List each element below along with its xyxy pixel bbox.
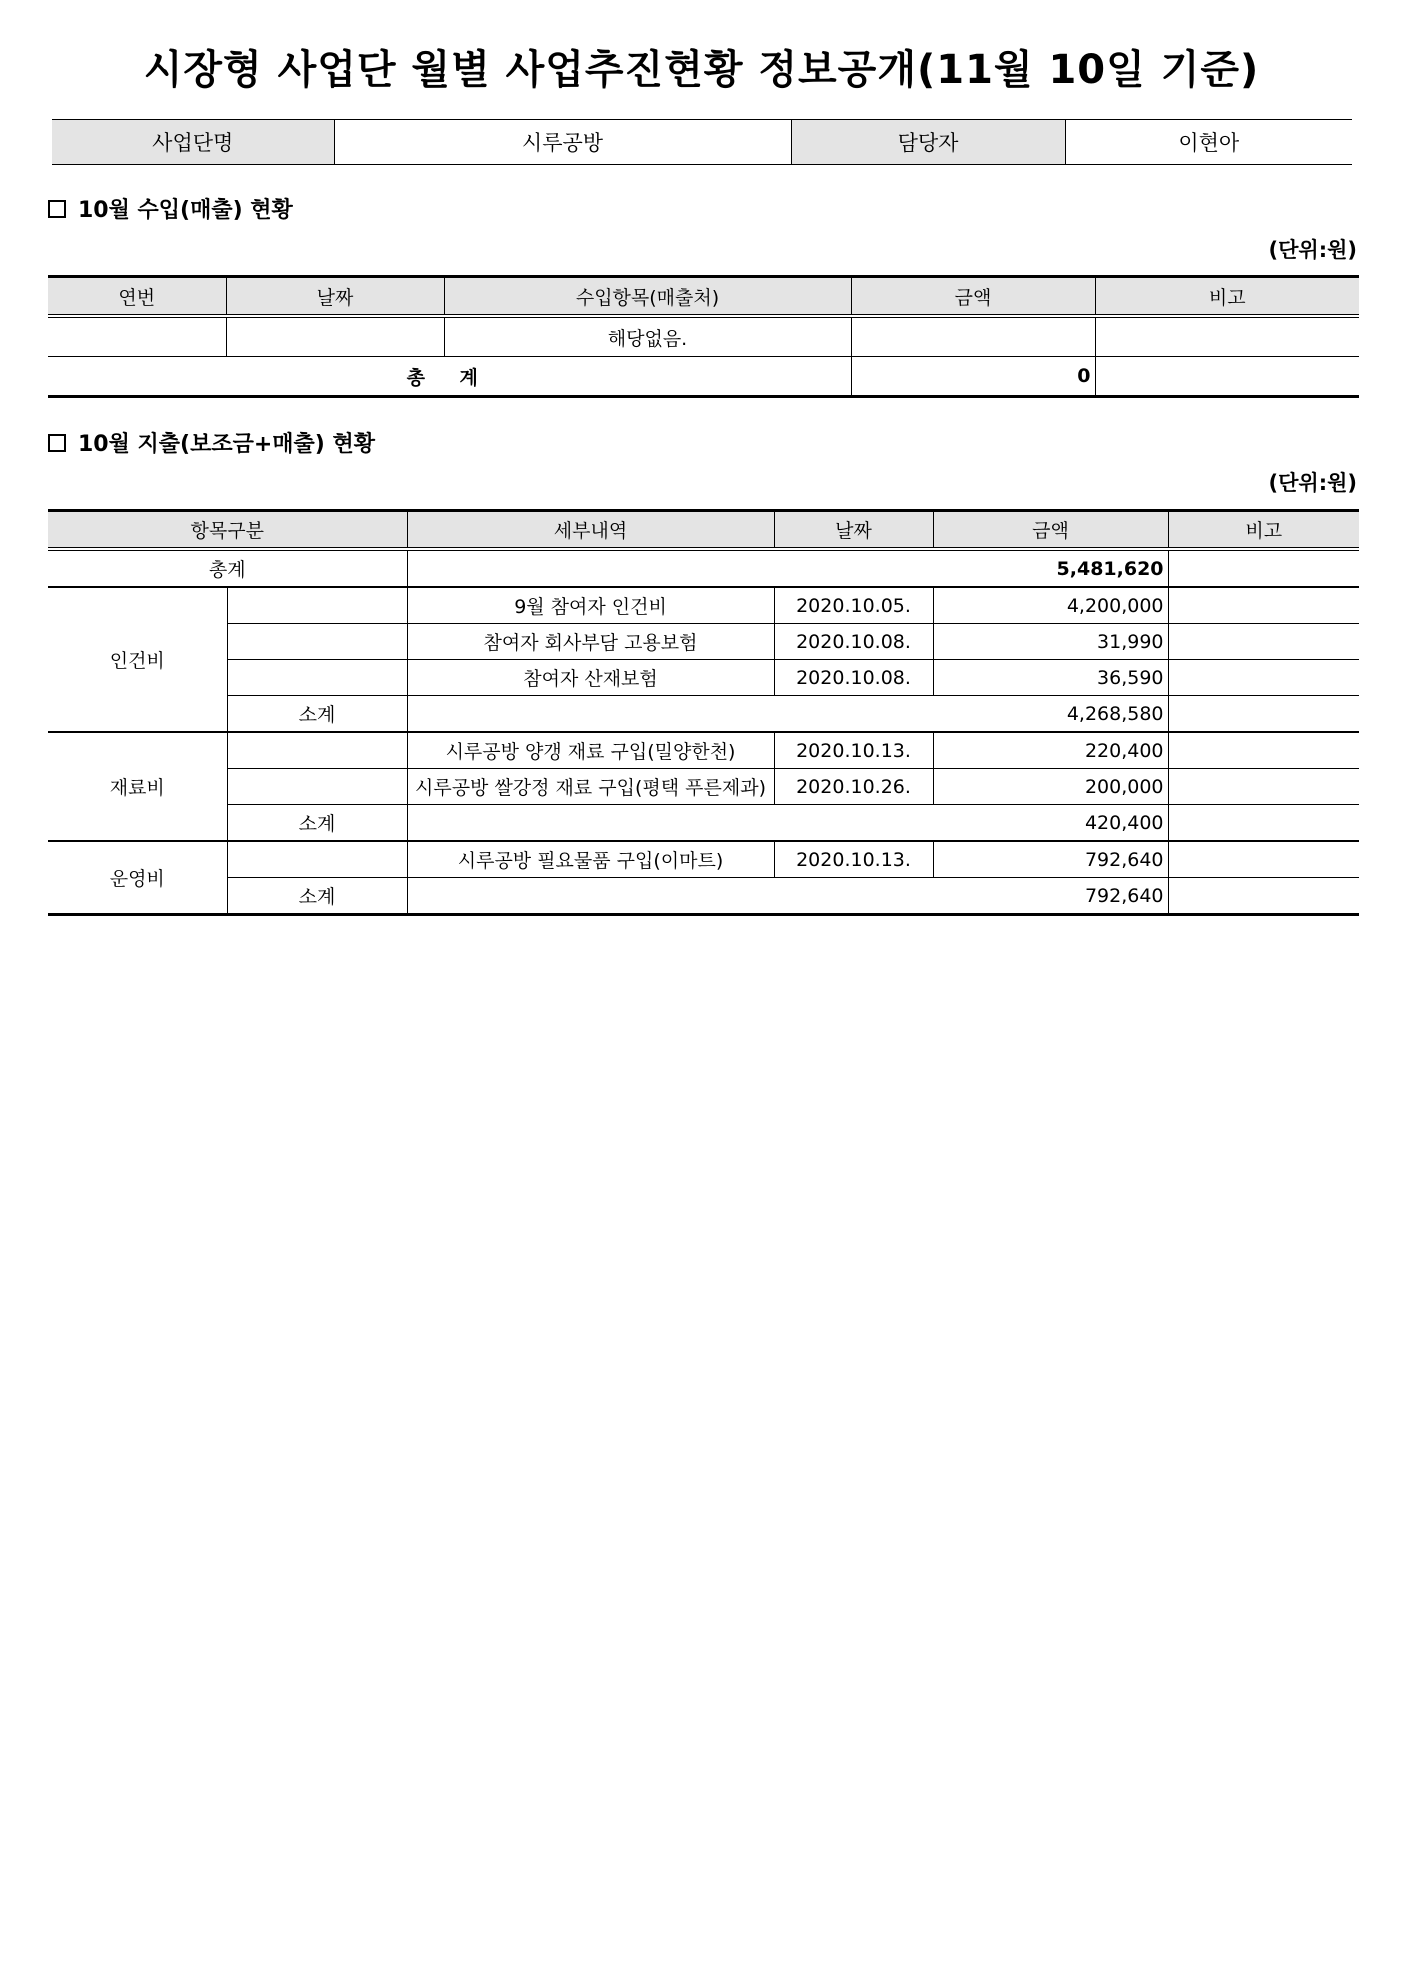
note-cell: [1168, 624, 1359, 660]
note-cell: [1168, 732, 1359, 769]
expense-total-row: [48, 549, 1359, 587]
subtotal-label: 소계: [227, 696, 407, 733]
expense-header-amount: 금액: [933, 511, 1168, 550]
income-unit-label: (단위:원): [1268, 238, 1357, 262]
note-cell: [1168, 878, 1359, 915]
income-total-note: [1095, 357, 1359, 397]
amount-cell: 200,000: [933, 769, 1168, 805]
income-table: [48, 275, 1359, 398]
income-total-row: [48, 357, 1359, 397]
note-cell: [1168, 769, 1359, 805]
subtotal-amount: 792,640: [407, 878, 1168, 915]
category-cell-operations: 운영비: [48, 841, 227, 915]
detail-cell: 참여자 산재보험: [407, 660, 774, 696]
subtotal-amount: 420,400: [407, 805, 1168, 842]
income-header-row: [48, 277, 1359, 317]
expense-header-category: 항목구분: [48, 511, 407, 550]
expense-total-label: 총계: [48, 549, 407, 587]
income-date-cell: [226, 316, 444, 357]
expense-unit-label: (단위:원): [1268, 471, 1357, 495]
date-cell: 2020.10.26.: [774, 769, 933, 805]
income-heading-text: 10월 수입(매출) 현황: [78, 198, 293, 223]
detail-cell: 시루공방 필요물품 구입(이마트): [407, 841, 774, 878]
business-name-value: 시루공방: [334, 120, 791, 165]
sub-category-cell: [227, 587, 407, 624]
expense-table: [48, 509, 1359, 916]
category-cell-labor: 인건비: [48, 587, 227, 732]
page-title: 시장형 사업단 월별 사업추진현황 정보공개(11월 10일 기준): [143, 47, 1260, 93]
date-cell: 2020.10.13.: [774, 841, 933, 878]
expense-section-heading: [48, 427, 375, 458]
amount-cell: 31,990: [933, 624, 1168, 660]
detail-cell: 시루공방 양갱 재료 구입(밀양한천): [407, 732, 774, 769]
table-row: [48, 841, 1359, 878]
note-cell: [1168, 841, 1359, 878]
expense-total-amount: 5,481,620: [407, 549, 1168, 587]
table-row: [48, 624, 1359, 660]
table-row: [48, 660, 1359, 696]
income-header-amount: 금액: [851, 277, 1095, 317]
amount-cell: 792,640: [933, 841, 1168, 878]
date-cell: 2020.10.13.: [774, 732, 933, 769]
detail-cell: 시루공방 쌀강정 재료 구입(평택 푸른제과): [407, 769, 774, 805]
note-cell: [1168, 660, 1359, 696]
sub-category-cell: [227, 624, 407, 660]
subtotal-row: [48, 805, 1359, 842]
income-header-item: 수입항목(매출처): [444, 277, 851, 317]
date-cell: 2020.10.08.: [774, 624, 933, 660]
income-note-cell: [1095, 316, 1359, 357]
manager-value: 이현아: [1065, 120, 1352, 165]
expense-header-note: 비고: [1168, 511, 1359, 550]
income-header-no: 연번: [48, 277, 226, 317]
note-cell: [1168, 587, 1359, 624]
table-row: [48, 316, 1359, 357]
income-total-label: 총 계: [48, 357, 851, 397]
square-bullet-icon: [48, 200, 66, 218]
subtotal-label: 소계: [227, 805, 407, 842]
subtotal-amount: 4,268,580: [407, 696, 1168, 733]
amount-cell: 220,400: [933, 732, 1168, 769]
income-amount-cell: [851, 316, 1095, 357]
subtotal-label: 소계: [227, 878, 407, 915]
business-info-table: [52, 119, 1352, 165]
income-header-date: 날짜: [226, 277, 444, 317]
table-row: [48, 587, 1359, 624]
sub-category-cell: [227, 660, 407, 696]
sub-category-cell: [227, 841, 407, 878]
detail-cell: 참여자 회사부담 고용보험: [407, 624, 774, 660]
expense-total-note: [1168, 549, 1359, 587]
subtotal-row: [48, 696, 1359, 733]
manager-label: 담당자: [791, 120, 1065, 165]
business-info-row: [52, 120, 1352, 165]
expense-header-detail: 세부내역: [407, 511, 774, 550]
note-cell: [1168, 696, 1359, 733]
sub-category-cell: [227, 769, 407, 805]
income-total-amount: 0: [851, 357, 1095, 397]
category-cell-materials: 재료비: [48, 732, 227, 841]
subtotal-row: [48, 878, 1359, 915]
note-cell: [1168, 805, 1359, 842]
income-item-cell: 해당없음.: [444, 316, 851, 357]
sub-category-cell: [227, 732, 407, 769]
detail-cell: 9월 참여자 인건비: [407, 587, 774, 624]
table-row: [48, 769, 1359, 805]
square-bullet-icon: [48, 434, 66, 452]
income-header-note: 비고: [1095, 277, 1359, 317]
expense-heading-text: 10월 지출(보조금+매출) 현황: [78, 432, 375, 457]
income-section-heading: [48, 193, 293, 224]
expense-header-row: [48, 511, 1359, 550]
date-cell: 2020.10.08.: [774, 660, 933, 696]
amount-cell: 4,200,000: [933, 587, 1168, 624]
table-row: [48, 732, 1359, 769]
amount-cell: 36,590: [933, 660, 1168, 696]
date-cell: 2020.10.05.: [774, 587, 933, 624]
income-no-cell: [48, 316, 226, 357]
business-name-label: 사업단명: [52, 120, 334, 165]
expense-header-date: 날짜: [774, 511, 933, 550]
